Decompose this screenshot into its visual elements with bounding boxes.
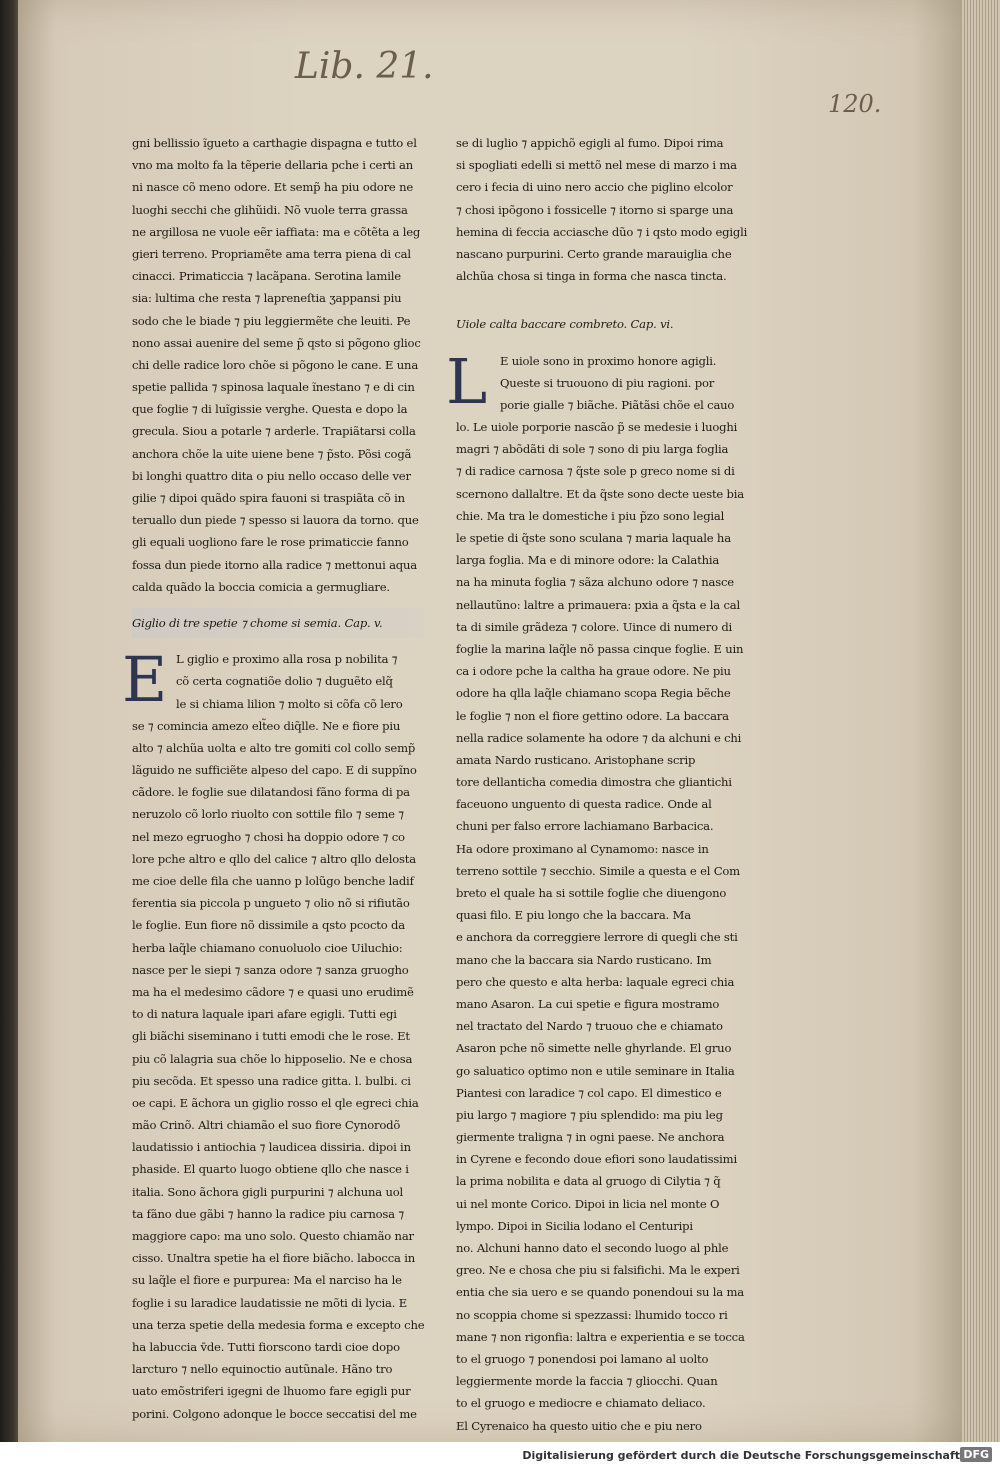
drop-cap-initial: E [122,643,168,717]
text-line: no scoppia chome si spezzassi: lhumido tocco ri [456,1307,728,1322]
text-line: cero i fecia di uino nero accio che piglino elcolor [456,180,733,195]
text-line: foglie la marina laq̃le nõ passa cinque foglie. E uin [456,641,744,656]
text-line: nasce per le siepi ⁊ sanza odore ⁊ sanza gruogho [132,962,409,977]
page-stack-edge [962,0,1000,1442]
text-line: sodo che le biade ⁊ piu leggiermẽte che leuiti. Pe [132,313,411,328]
text-line: alchũa chosa si tinga in forma che nasca tincta. [456,269,727,284]
text-line: lore pche altro e qllo del calice ⁊ altro qllo delosta [132,851,416,866]
text-line: italia. Sono ãchora gigli purpurini ⁊ alchuna uol [132,1184,404,1199]
text-line: me cioe delle fila che uanno p lolũgo benche ladif [132,874,414,888]
text-line: ni nasce cõ meno odore. Et semp̃ ha piu odore ne [132,180,413,195]
text-line: giermente traligna ⁊ in ogni paese. Ne anchora [456,1130,725,1145]
text-line: gieri terreno. Propriamẽte ama terra piena di cal [132,246,411,261]
text-line: hemina di feccia acciasche dũo ⁊ i qsto modo egigli [456,224,748,239]
text-line: piu secõda. Et spesso una radice gitta. l. bulbi. ci [132,1073,411,1088]
text-line: tore dellanticha comedia dimostra che gliantichi [456,775,732,790]
chapter-heading-giglio: Giglio di tre spetie ⁊ chome si semia. Cap. v. [132,608,424,638]
text-line: nellautũno: laltre a primauera: pxia a q̃sta e la cal [456,597,740,612]
text-line: una terza spetie della medesia forma e excepto che [132,1317,424,1332]
text-line: ferentia sia piccola p ungueto ⁊ olio nõ si rifiutão [132,896,410,911]
right-body-text [456,416,748,1437]
text-line: lympo. Dipoi in Sicilia lodano el Centuripi [456,1218,693,1233]
left-paragraph [132,132,424,598]
text-line: le spetie di q̃ste sono sculana ⁊ maria laquale ha [456,531,731,545]
text-line: sia: lultima che resta ⁊ lapreneſtia ʒappansi piu [132,291,402,306]
text-line: calda quãdo la boccia comicia a germugliare. [132,579,390,594]
text-line: mano che la baccara sia Nardo rusticano. Im [456,952,712,967]
text-line: nel mezo egruogho ⁊ chosi ha doppio odore ⁊ co [132,829,405,844]
initial-block-right [446,344,748,418]
text-line: breto el quale ha si sottile foglie che diuengono [456,886,727,900]
text-line: Ha odore proximano al Cynamomo: nasce in [456,841,709,856]
text-line: anchora chõe la uite uiene bene ⁊ p̃sto. Põsi cogã [132,446,412,461]
text-line: nono assai auenire del seme p̃ qsto si põgono glioc [132,335,421,350]
text-line: si spogliati edelli si mettõ nel mese di marzo i ma [456,158,737,173]
text-line: laudatissio i antiochia ⁊ laudicea dissiria. dipoi in [132,1140,411,1155]
text-line: to el gruogo e mediocre e chiamato deliaco. [456,1396,706,1411]
text-line: gni bellissio ĩgueto a carthagie dispagna e tutto el [132,136,417,150]
text-line: nascano purpurini. Certo grande marauiglia che [456,246,732,261]
text-line: ui nel monte Corico. Dipoi in licia nel monte O [456,1196,720,1211]
text-line: pero che questo e alta herba: laquale egreci chia [456,974,735,989]
text-line: se ⁊ comincia amezo elt̃eo diq̃lle. Ne e fiore piu [132,718,401,733]
text-line: que foglie ⁊ di luĩgissie verghe. Questa e dopo la [132,402,408,417]
text-line: scernono dallaltre. Et da q̃ste sono decte ueste bia [456,486,744,501]
dfg-logo: DFG [960,1447,992,1462]
text-line: entia che sia uero e se quando ponendoui su la ma [456,1285,744,1300]
text-line: gilie ⁊ dipoi quãdo spira fauoni si traspiãta cõ in [132,491,405,505]
text-line: phaside. El quarto luogo obtiene qllo che nasce i [132,1162,409,1177]
manuscript-folio-number: 120. [828,90,882,118]
text-line: oe capi. E ãchora un giglio rosso el qle egreci chia [132,1095,419,1110]
text-line: uato emõstriferi igegni de lhuomo fare egigli pur [132,1384,411,1399]
text-line: spetie pallida ⁊ spinosa laquale ĩnestano ⁊ e di cin [132,380,415,395]
text-line: lo. Le uiole porporie nascão p̃ se medesie i luoghi [456,420,738,435]
text-line: luoghi secchi che glihũidi. Nõ vuole terra grassa [132,202,408,217]
text-line: alto ⁊ alchũa uolta e alto tre gomiti col collo semp̃ [132,740,416,755]
text-line: cinacci. Primaticcia ⁊ lacãpana. Serotina lamile [132,269,401,284]
text-line: E uiole sono in proximo honore agigli. [500,353,717,368]
text-line: Queste si truouono di piu ragioni. por [500,375,715,390]
text-line: ca i odore pche la caltha ha graue odore. Ne piu [456,664,731,679]
text-line: ha labuccia v̄de. Tutti fiorscono tardi cioe dopo [132,1339,400,1354]
footer-credit: Digitalisierung gefördert durch die Deutsche Forschungsgemeinschaft [522,1449,960,1462]
text-line: to di natura laquale ipari afare egigli. Tutti egi [132,1007,397,1022]
text-line: Asaron pche nõ simette nelle ghyrlande. El gruo [456,1041,732,1056]
text-line: cãdore. le foglie sue dilatandosi fãno forma di pa [132,785,410,800]
initial-lines-left [132,648,424,715]
text-line: mão Crinõ. Altri chiamão el suo fiore Cynorodõ [132,1118,401,1133]
text-line: la prima nobilita e data al gruogo di Cilytia ⁊ q̃ [456,1174,721,1189]
text-line: go saluatico optimo non e utile seminare in Italia [456,1063,735,1078]
text-line: chuni per falso errore lachiamano Barbacica. [456,819,714,834]
text-line: ta di simile grãdeza ⁊ colore. Uince di numero di [456,619,733,634]
initial-block-left [122,643,424,717]
text-line: mane ⁊ non rigonfia: laltra e experientia e se tocca [456,1329,745,1344]
text-line: cõ certa cognatiõe dolio ⁊ duguẽto elq̃ [176,674,393,689]
text-line: ⁊ di radice carnosa ⁊ q̃ste sole p greco nome si di [456,464,735,479]
text-line: chie. Ma tra le domestiche i piu p̃zo sono legial [456,508,725,523]
text-line: larcturo ⁊ nello equinoctio autũnale. Hãno tro [132,1362,393,1377]
text-line: neruzolo cõ lorlo riuolto con sottile filo ⁊ seme ⁊ [132,807,404,822]
text-line: gli equali uogliono fare le rose primaticcie fanno [132,535,409,550]
text-line: Piantesi con laradice ⁊ col capo. El dimestico e [456,1085,722,1100]
text-line: quasi filo. E piu longo che la baccara. Ma [456,908,691,923]
right-paragraph [456,132,748,287]
text-line: greo. Ne e chosa che piu si falsifichi. Ma le experi [456,1263,740,1278]
text-line: piu largo ⁊ magiore ⁊ piu splendido: ma piu leg [456,1107,723,1122]
text-line: e anchora da correggiere lerrore di quegli che sti [456,930,738,945]
text-line: le foglie ⁊ non el fiore gettino odore. La baccara [456,708,729,723]
text-line: nel tractato del Nardo ⁊ truouo che e chiamato [456,1019,723,1034]
text-line: le foglie. Eun fiore nõ dissimile a qsto pcocto da [132,918,405,933]
text-line: porie gialle ⁊ biãche. Piãtãsi chõe el cauo [500,397,735,412]
right-text-column [446,132,748,1437]
text-line: fossa dun piede itorno alla radice ⁊ mettonui aqua [132,557,417,572]
chapter-heading-viole: Uiole calta baccare combreto. Cap. vi. [456,317,674,332]
initial-lines-right [456,350,748,417]
text-line: gli biãchi siseminano i tutti emodi che le rose. Et [132,1029,410,1044]
text-line: porini. Colgono adonque le bocce seccatisi del me [132,1406,417,1421]
text-line: su laq̃le el fiore e purpurea: Ma el narciso ha le [132,1273,402,1288]
text-line: amata Nardo rusticano. Aristophane scrip [456,752,696,767]
text-line: leggiermente morde la faccia ⁊ gliocchi. Quan [456,1374,718,1389]
text-line: herba laq̃le chiamano conuoluolo cioe Uiluchio: [132,940,403,955]
text-line: ma ha el medesimo cãdore ⁊ e quasi uno erudimẽ [132,984,414,999]
text-line: lãguido ne sufficiẽte alpeso del capo. E di suppĩno [132,763,417,778]
text-line: ne argillosa ne vuole eẽr iaffiata: ma e cõtẽta a leg [132,224,421,239]
text-line: L giglio e proximo alla rosa p nobilita ⁊ [176,652,398,667]
text-line: terreno sottile ⁊ secchio. Simile a questa e el Com [456,863,740,878]
text-line: teruallo dun piede ⁊ spesso si lauora da torno. que [132,513,419,528]
text-line: no. Alchuni hanno dato el secondo luogo al phle [456,1241,729,1255]
left-body-text [132,715,424,1425]
text-line: ta fãno due gãbi ⁊ hanno la radice piu carnosa ⁊ [132,1206,404,1221]
text-line: nella radice solamente ha odore ⁊ da alchuni e chi [456,730,742,745]
text-line: El Cyrenaico ha questo uitio che e piu nero [456,1418,702,1433]
text-line: na ha minuta foglia ⁊ sãza alchuno odore ⁊ nasce [456,575,734,590]
text-line: magri ⁊ abõdãti di sole ⁊ sono di piu larga foglia [456,442,729,457]
text-line: bi longhi quattro dita o piu nello occaso delle ver [132,468,411,483]
text-line: odore ha qlla laq̃le chiamano scopa Regia bẽche [456,686,731,701]
text-line: faceuono unguento di questa radice. Onde al [456,797,712,812]
text-line: maggiore capo: ma uno solo. Questo chiamão nar [132,1229,414,1243]
text-line: ⁊ chosi ipõgono i fossicelle ⁊ itorno si sparge una [456,202,734,217]
manuscript-book-note: Lib. 21. [295,46,434,87]
left-text-column [122,132,424,1425]
text-line: piu cõ lalagria sua chõe lo hipposelio. Ne e chosa [132,1051,413,1066]
text-line: larga foglia. Ma e di minore odore: la Calathia [456,553,720,568]
text-line: to el gruogo ⁊ ponendosi poi lamano al uolto [456,1351,709,1366]
text-line: grecula. Siou a potarle ⁊ arderle. Trapiãtarsi colla [132,424,416,439]
drop-cap-initial: L [446,344,487,418]
text-line: cisso. Unaltra spetie ha el fiore biãcho. labocca in [132,1251,415,1266]
text-line: se di luglio ⁊ appichõ egigli al fumo. Dipoi rima [456,136,724,150]
text-line: vno ma molto fa la tẽperie dellaria pche i certi an [132,158,413,173]
text-line: le si chiama lilion ⁊ molto si cõfa cõ lero [176,696,403,711]
text-line: mano Asaron. La cui spetie e figura mostramo [456,996,720,1011]
text-line: chi delle radice loro chõe si põgono le cane. E una [132,357,419,372]
text-line: foglie i su laradice laudatissie ne mõti di lycia. E [132,1295,407,1310]
text-line: in Cyrene e fecondo doue efiori sono laudatissimi [456,1152,737,1167]
